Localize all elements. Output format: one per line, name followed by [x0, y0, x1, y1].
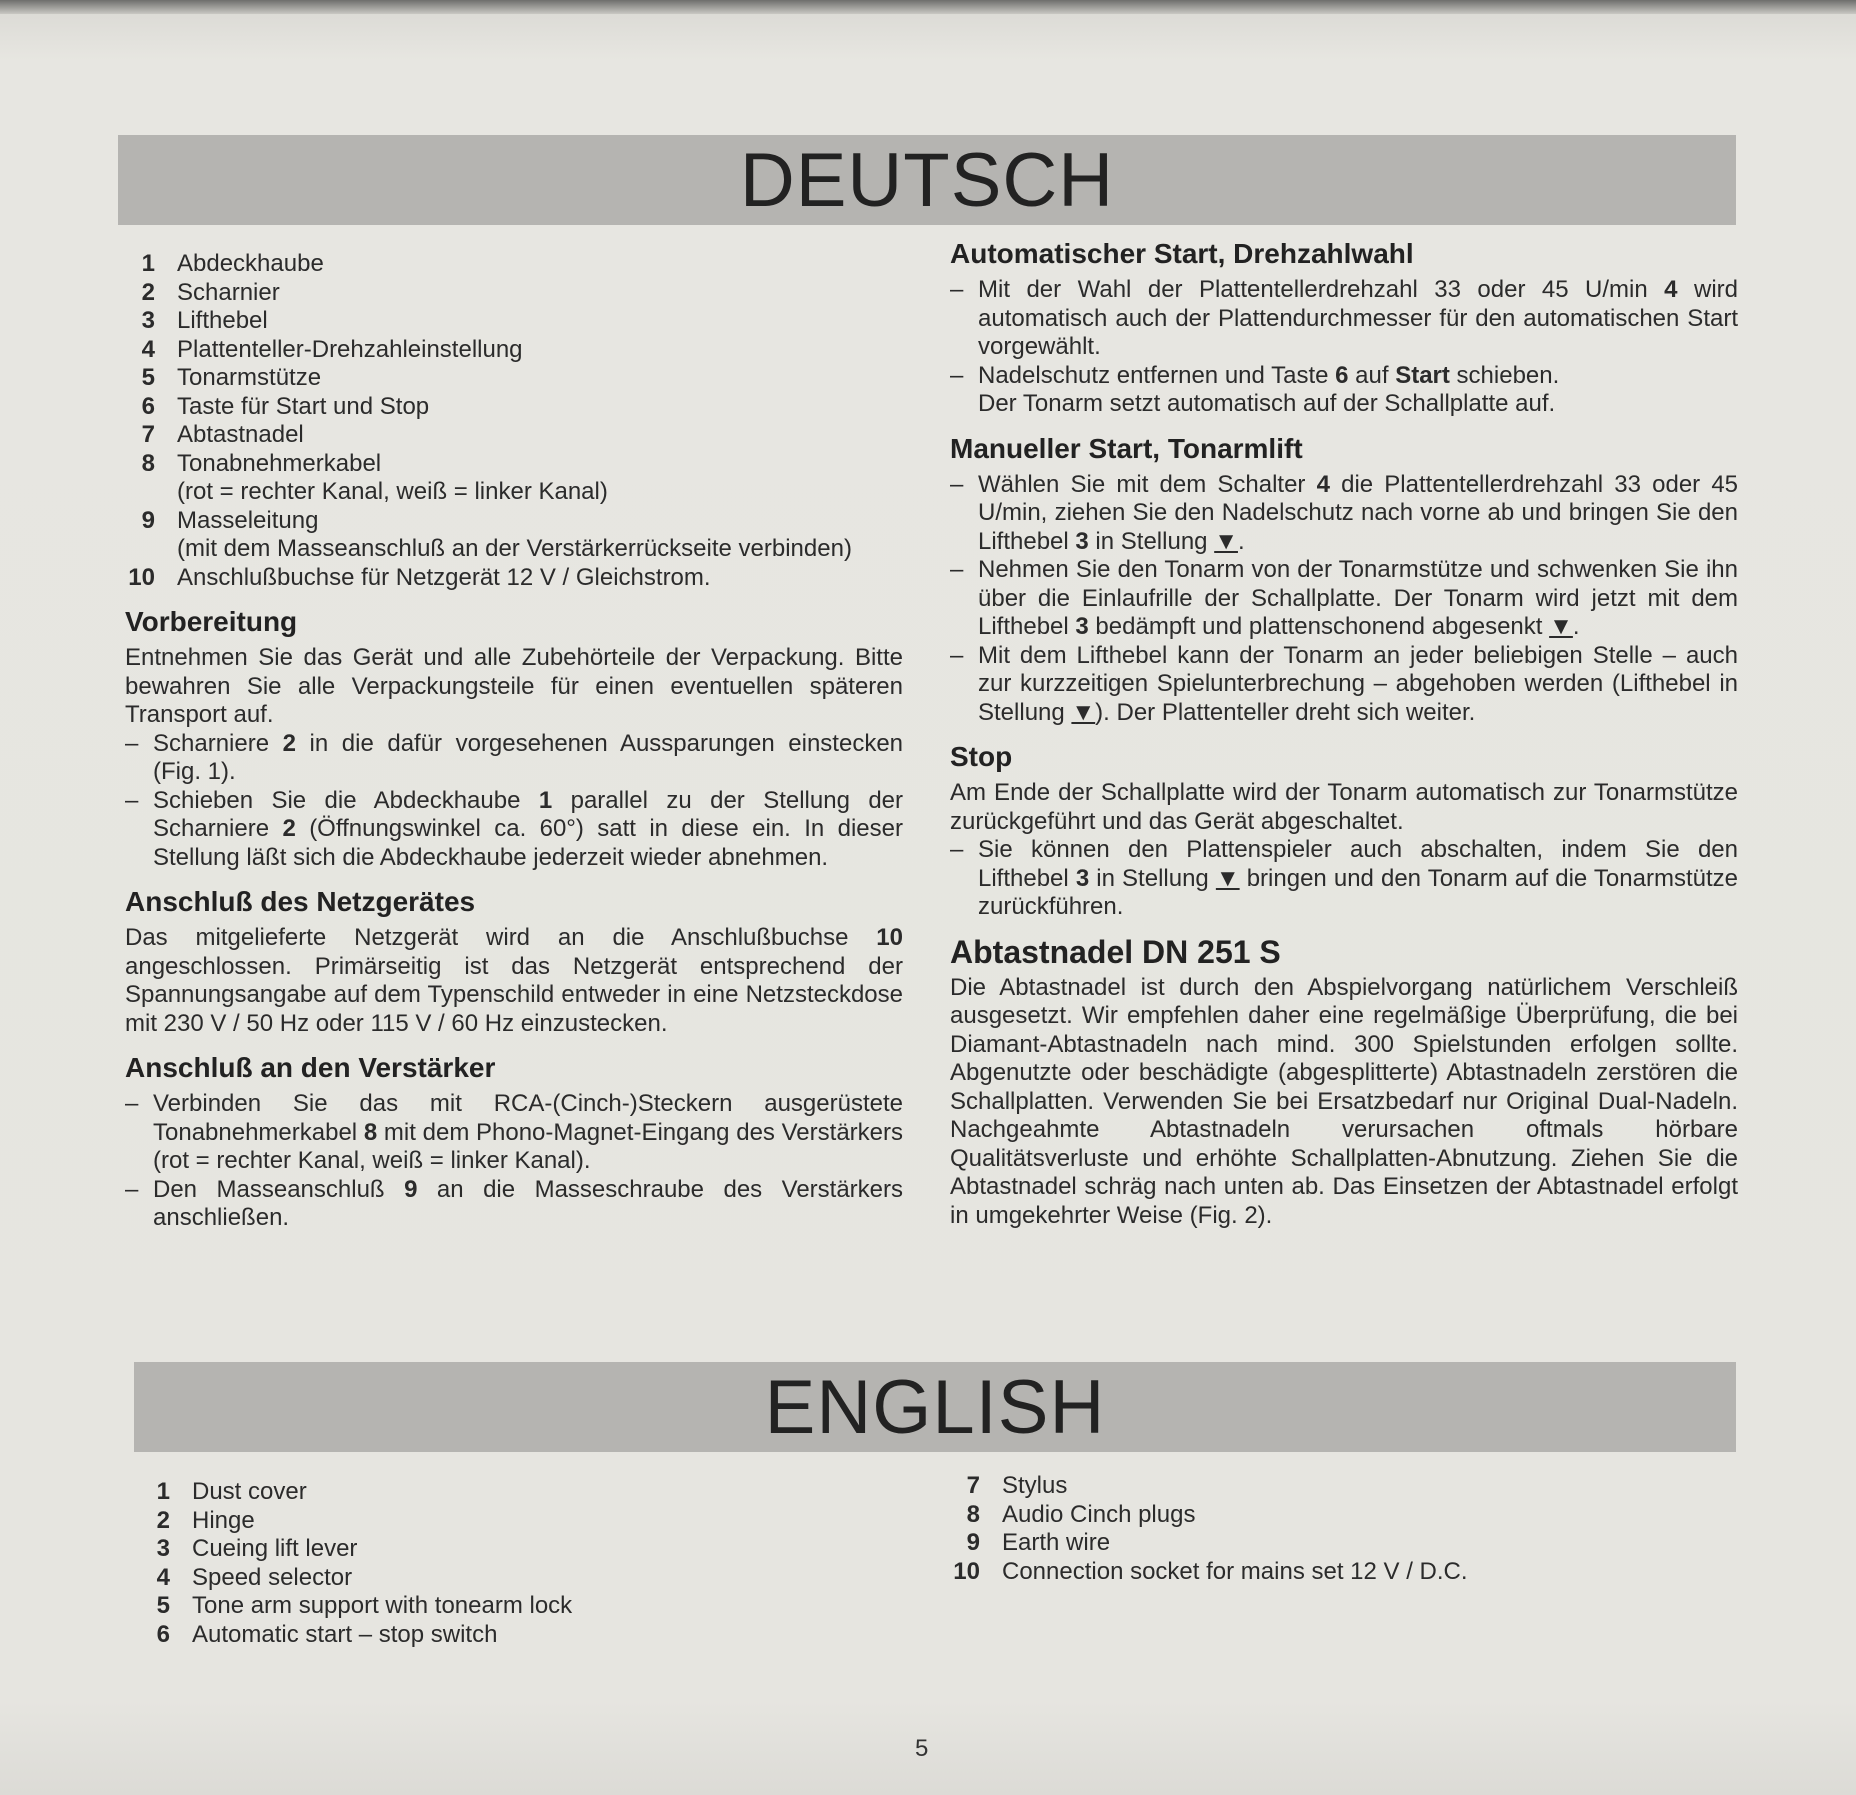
part-number: 10 — [128, 563, 155, 591]
paragraph-netzgeraet: Das mitgelieferte Netzgerät wird an die Anschlußbuchse 10 angeschlossen. Primärseitig ist das Netzgerät entsprechend der Spannungsangabe auf dem Typenschild entweder in eine Netzsteckdose mit 230 V / 50 Hz oder 115 V / 60 Hz einzustecken. — [125, 924, 903, 1037]
bullet-item: – Scharniere 2 in die dafür vorgesehenen Aussparungen einstecken (Fig. 1). — [125, 729, 904, 785]
parts-list-item — [125, 450, 903, 507]
part-label: Taste für Start und Stop — [177, 392, 430, 420]
parts-list-item — [125, 336, 903, 365]
part-number: 5 — [156, 1592, 170, 1619]
part-label: Stylus — [1002, 1472, 1068, 1499]
part-number: 3 — [141, 307, 155, 334]
right-column-deutsch — [950, 238, 1738, 1230]
part-label — [177, 507, 903, 564]
parts-list-item — [950, 1472, 1650, 1501]
bullet-item: – Schieben Sie die Abdeckhaube 1 parallel zu der Stellung der Scharniere 2 (Öffnungswinkel ca. 60°) satt in diese ein. In dieser Stellung läßt sich die Abdeckhaube jederzeit wieder abnehmen. — [125, 786, 904, 871]
bullet-item: – Sie können den Plattenspieler auch abschalten, indem Sie den Lifthebel 3 in Stellung ▼ bringen und den Tonarm auf die Tonarmstütze zurückführen. — [950, 836, 1738, 920]
lift-up-icon: ▼ — [1215, 864, 1240, 892]
part-label: Hinge — [192, 1506, 255, 1534]
parts-list-item — [125, 507, 903, 564]
bullet-item: – Nadelschutz entfernen und Taste 6 auf Start schieben. Der Tonarm setzt automatisch auf der Schallplatte auf. — [950, 361, 1560, 417]
part-label-main: Masseleitung — [177, 506, 319, 534]
parts-list-deutsch — [125, 250, 903, 592]
section-title-deutsch: DEUTSCH — [739, 137, 1115, 223]
heading-abtastnadel: Abtastnadel DN 251 S — [950, 933, 1281, 970]
part-number: 5 — [141, 364, 155, 391]
bullet-item: – Wählen Sie mit dem Schalter 4 die Plattentellerdrehzahl 33 oder 45 U/min, ziehen Sie den Nadelschutz nach vorne ab und bringen Sie den Lifthebel 3 in Stellung ▼. — [950, 470, 1739, 555]
part-label: Earth wire — [1002, 1529, 1111, 1556]
part-label: Tone arm support with tonearm lock — [192, 1592, 573, 1619]
part-number: 2 — [141, 278, 155, 306]
parts-list-item — [140, 1507, 840, 1536]
part-label: Abtastnadel — [177, 421, 304, 448]
parts-list-item — [950, 1501, 1650, 1530]
part-label: Abdeckhaube — [177, 250, 324, 277]
paragraph-vorbereitung: Entnehmen Sie das Gerät und alle Zubehörteile der Verpackung. Bitte bewahren Sie alle Verpackungsteile für einen eventuellen späteren Transport auf. — [125, 644, 903, 728]
parts-list-english-right — [950, 1472, 1650, 1586]
part-label: Tonarmstütze — [177, 364, 322, 391]
part-number: 7 — [966, 1472, 980, 1499]
section-title-english: ENGLISH — [764, 1364, 1106, 1450]
part-number: 4 — [156, 1563, 170, 1591]
part-label: Cueing lift lever — [192, 1535, 358, 1562]
part-number: 9 — [141, 506, 155, 534]
part-label: Audio Cinch plugs — [1002, 1500, 1196, 1528]
part-label: Plattenteller-Drehzahleinstellung — [177, 335, 523, 363]
page-top-edge — [0, 0, 1856, 14]
part-number: 7 — [141, 421, 155, 448]
heading-vorbereitung: Vorbereitung — [125, 606, 298, 637]
part-label: Lifthebel — [177, 307, 268, 334]
parts-list-item — [125, 364, 903, 393]
section-banner-english — [134, 1362, 1736, 1452]
part-number: 8 — [966, 1500, 980, 1528]
parts-list-item — [125, 421, 903, 450]
part-label — [177, 450, 903, 507]
lift-down-icon: ▼ — [1549, 613, 1573, 640]
paragraph-abtastnadel: Die Abtastnadel ist durch den Abspielvorgang natürlichem Verschleiß ausgesetzt. Wir empfehlen daher eine regelmäßige Überprüfung, die bei Diamant-Abtastnadeln nach mind. 300 Spielstunden erfolgen sollte. Abgenutzte oder beschädigte (abgesplitterte) Abtastnadeln zerstören die Schallplatten. Verwenden Sie bei Ersatzbedarf nur Original Dual-Nadeln. Nachgeahmte Abtastnadeln verursachen oftmals hörbare Qualitätsverluste und erhöhte Schallplatten-Abnutzung. Ziehen Sie die Abtastnadel schräg nach unten ab. Das Einsetzen der Abtastnadel erfolgt in umgekehrter Weise (Fig. 2). — [950, 973, 1738, 1229]
bullet-item: – Den Masseanschluß 9 an die Masseschraube des Verstärkers anschließen. — [125, 1175, 904, 1231]
heading-netzgeraet: Anschluß des Netzgerätes — [125, 886, 476, 917]
part-number: 1 — [156, 1478, 170, 1505]
parts-list-item — [140, 1592, 840, 1621]
parts-list-item — [125, 307, 903, 336]
left-column-deutsch — [125, 250, 903, 1233]
part-number: 10 — [953, 1557, 980, 1585]
part-number: 8 — [141, 449, 155, 477]
parts-list-item — [140, 1621, 840, 1650]
part-number: 4 — [141, 335, 155, 363]
lift-up-icon: ▼ — [1214, 527, 1238, 555]
part-label: Connection socket for mains set 12 V / D.C. — [1002, 1557, 1468, 1585]
part-label: Automatic start – stop switch — [192, 1620, 498, 1648]
heading-manueller-start: Manueller Start, Tonarmlift — [950, 432, 1303, 464]
part-number: 1 — [141, 250, 155, 277]
part-number: 6 — [141, 392, 155, 420]
bullet-item: – Mit der Wahl der Plattentellerdrehzahl 33 oder 45 U/min 4 wird automatisch auch der Plattendurchmesser für den automatischen Start vorgewählt. — [950, 276, 1738, 360]
heading-automatischer-start: Automatischer Start, Drehzahlwahl — [950, 238, 1414, 269]
paragraph-stop: Am Ende der Schallplatte wird der Tonarm automatisch zur Tonarmstütze zurückgeführt und das Gerät abgeschaltet. — [950, 779, 1738, 835]
part-label: Anschlußbuchse für Netzgerät 12 V / Gleichstrom. — [177, 563, 711, 591]
lift-up-icon: ▼ — [1071, 698, 1096, 726]
part-label-note: (mit dem Masseanschluß an der Verstärkerrückseite verbinden) — [177, 535, 852, 562]
bullet-item: – Mit dem Lifthebel kann der Tonarm an jeder beliebigen Stelle – auch zur kurzzeitigen Spielunterbrechung – abgehoben werden (Lifthebel in Stellung ▼). Der Plattenteller dreht sich weiter. — [950, 641, 1738, 726]
part-number: 6 — [156, 1620, 170, 1648]
page-number: 5 — [915, 1735, 929, 1762]
part-label-note: (rot = rechter Kanal, weiß = linker Kanal) — [177, 478, 608, 505]
bullet-item: – Verbinden Sie das mit RCA-(Cinch-)Steckern ausgerüstete Tonabnehmerkabel 8 mit dem Phono-Magnet-Eingang des Verstärkers (rot = rechter Kanal, weiß = linker Kanal). — [125, 1090, 903, 1174]
parts-list-item — [125, 393, 903, 422]
heading-stop: Stop — [950, 741, 1013, 772]
part-label: Speed selector — [192, 1563, 353, 1591]
parts-list-item — [140, 1478, 840, 1507]
part-number: 9 — [966, 1529, 980, 1556]
part-label-main: Tonabnehmerkabel — [177, 449, 382, 477]
parts-list-english-left — [140, 1478, 840, 1649]
part-label: Scharnier — [177, 278, 280, 306]
parts-list-item — [140, 1535, 840, 1564]
parts-list-item — [125, 564, 903, 593]
parts-list-item — [125, 250, 903, 279]
parts-list-item — [950, 1529, 1650, 1558]
bullet-item: – Nehmen Sie den Tonarm von der Tonarmstütze und schwenken Sie ihn über die Einlaufrille der Schallplatte. Der Tonarm wird jetzt mit dem Lifthebel 3 bedämpft und plattenschonend abgesenkt ▼. — [950, 556, 1738, 640]
parts-list-item — [125, 279, 903, 308]
part-label: Dust cover — [192, 1478, 307, 1505]
parts-list-item — [950, 1558, 1650, 1587]
section-banner-deutsch — [118, 135, 1736, 225]
parts-list-item — [140, 1564, 840, 1593]
heading-verstaerker: Anschluß an den Verstärker — [125, 1052, 496, 1083]
part-number: 3 — [156, 1535, 170, 1562]
part-number: 2 — [156, 1506, 170, 1534]
